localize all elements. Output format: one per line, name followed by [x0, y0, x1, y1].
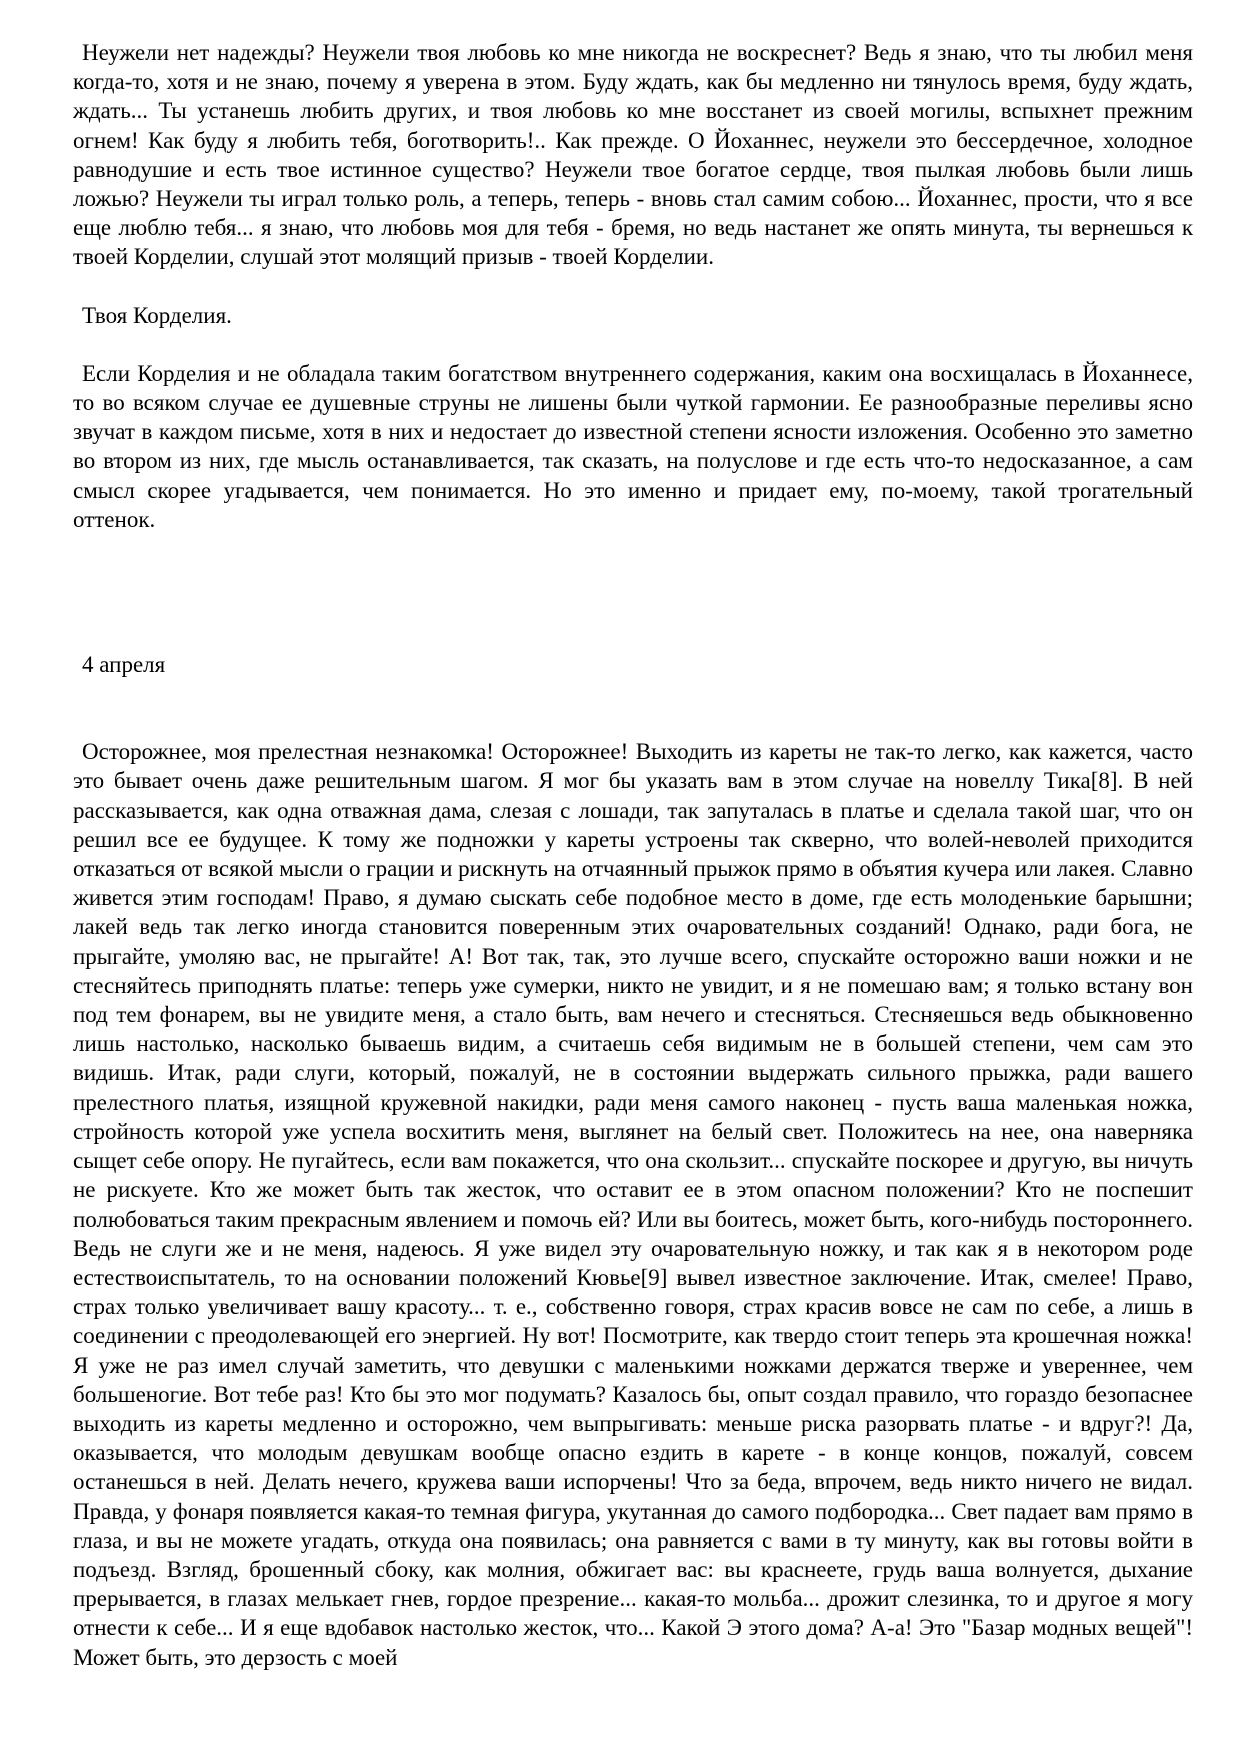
paragraph-spacer	[73, 330, 1193, 359]
section-spacer	[73, 679, 1193, 737]
paragraph-spacer	[73, 272, 1193, 301]
section-spacer	[73, 534, 1193, 650]
diary-date-heading: 4 апреля	[82, 652, 166, 678]
commentary-paragraph: Если Корделия и не обладала таким богатством внутреннего содержания, каким она восхищалась в Йоханнесе, то во всяком случае ее душевные струны не лишены были чуткой гармонии. Ее разнообразные переливы ясно звучат в каждом письме, хотя в них и недостает до известной степени ясности изложения. Особенно это заметно во втором из них, где мысль останавливается, так сказать, на полуслове и где есть что-то недосказанное, а сам смысл скорее угадывается, чем понимается. Но это именно и придает ему, по-моему, такой трогательный оттенок.	[73, 360, 1193, 532]
letter-body-paragraph: Неужели нет надежды? Неужели твоя любовь ко мне никогда не воскреснет? Ведь я знаю, что ты любил меня когда-то, хотя и не знаю, почему я уверена в этом. Буду ждать, как бы медленно ни тянулось время, буду ждать, ждать... Ты устанешь любить других, и твоя любовь ко мне восстанет из своей могилы, вспыхнет прежним огнем! Как буду я любить тебя, боготворить!.. Как прежде. О Йоханнес, неужели это бессердечное, холодное равнодушие и есть твое истинное существо? Неужели твое богатое сердце, твоя пылкая любовь были лишь ложью? Неужели ты играл только роль, а теперь, теперь - вновь стал самим собою... Йоханнес, прости, что я все еще люблю тебя... я знаю, что любовь моя для тебя - бремя, но ведь настанет же опять минута, ты вернешься к твоей Корделии, слушай этот молящий призыв - твоей Корделии.	[73, 40, 1193, 270]
diary-entry-paragraph: Осторожнее, моя прелестная незнакомка! Осторожнее! Выходить из кареты не так-то легко, как кажется, часто это бывает очень даже решительным шагом. Я мог бы указать вам в этом случае на новеллу Тика[8]. В ней рассказывается, как одна отважная дама, слезая с лошади, так запуталась в платье и сделала такой шаг, что он решил все ее будущее. К тому же подножки у кареты устроены так скверно, что волей-неволей приходится отказаться от всякой мысли о грации и рискнуть на отчаянный прыжок прямо в объятия кучера или лакея. Славно живется этим господам! Право, я думаю сыскать себе подобное место в доме, где есть молоденькие барышни; лакей ведь так легко иногда становится поверенным этих очаровательных созданий! Однако, ради бога, не прыгайте, умоляю вас, не прыгайте! А! Вот так, так, это лучше всего, спускайте осторожно ваши ножки и не стесняйтесь приподнять платье: теперь уже сумерки, никто не увидит, и я не помешаю вам; я только встану вон под тем фонарем, вы не увидите меня, а стало быть, вам нечего и стесняться. Стесняешься ведь обыкновенно лишь настолько, насколько бываешь видим, а считаешь себя видимым не в большей степени, чем сам это видишь. Итак, ради слуги, который, пожалуй, не в состоянии выдержать сильного прыжка, ради вашего прелестного платья, изящной кружевной накидки, ради меня самого наконец - пусть ваша маленькая ножка, стройность которой уже успела восхитить меня, выглянет на белый свет. Положитесь на нее, она наверняка сыщет себе опору. Не пугайтесь, если вам покажется, что она скользит... спускайте поскорее и другую, вы ничуть не рискуете. Кто же может быть так жесток, что оставит ее в этом опасном положении? Кто не поспешит полюбоваться таким прекрасным явлением и помочь ей? Или вы боитесь, может быть, кого-нибудь постороннего. Ведь не слуги же и не меня, надеюсь. Я уже видел эту очаровательную ножку, и так как я в некотором роде естествоиспытатель, то на основании положений Кювье[9] вывел известное заключение. Итак, смелее! Право, страх только увеличивает вашу красоту... т. е., собственно говоря, страх красив вовсе не сам по себе, а лишь в соединении с преодолевающей его энергией. Ну вот! Посмотрите, как твердо стоит теперь эта крошечная ножка! Я уже не раз имел случай заметить, что девушки с маленькими ножками держатся тверже и увереннее, чем большеногие. Вот тебе раз! Кто бы это мог подумать? Казалось бы, опыт создал правило, что гораздо безопаснее выходить из кареты медленно и осторожно, чем выпрыгивать: меньше риска разорвать платье - и вдруг?! Да, оказывается, что молодым девушкам вообще опасно ездить в карете - в конце концов, пожалуй, совсем останешься в ней. Делать нечего, кружева ваши испорчены! Что за беда, впрочем, ведь никто ничего не видал. Правда, у фонаря появляется какая-то темная фигура, укутанная до самого подбородка... Свет падает вам прямо в глаза, и вы не можете угадать, откуда она появилась; она равняется с вами в ту минуту, как вы готовы войти в подъезд. Взгляд, брошенный сбоку, как молния, обжигает вас: вы краснеете, грудь ваша волнуется, дыхание прерывается, в глазах мелькает гнев, гордое презрение... какая-то мольба... дрожит слезинка, то и другое я могу отнести к себе... И я еще вдобавок настолько жесток, что... Какой Э этого дома? А-а! Это "Базар модных вещей"! Может быть, это дерзость с моей	[73, 739, 1193, 1670]
letter-signature: Твоя Корделия.	[82, 302, 232, 328]
